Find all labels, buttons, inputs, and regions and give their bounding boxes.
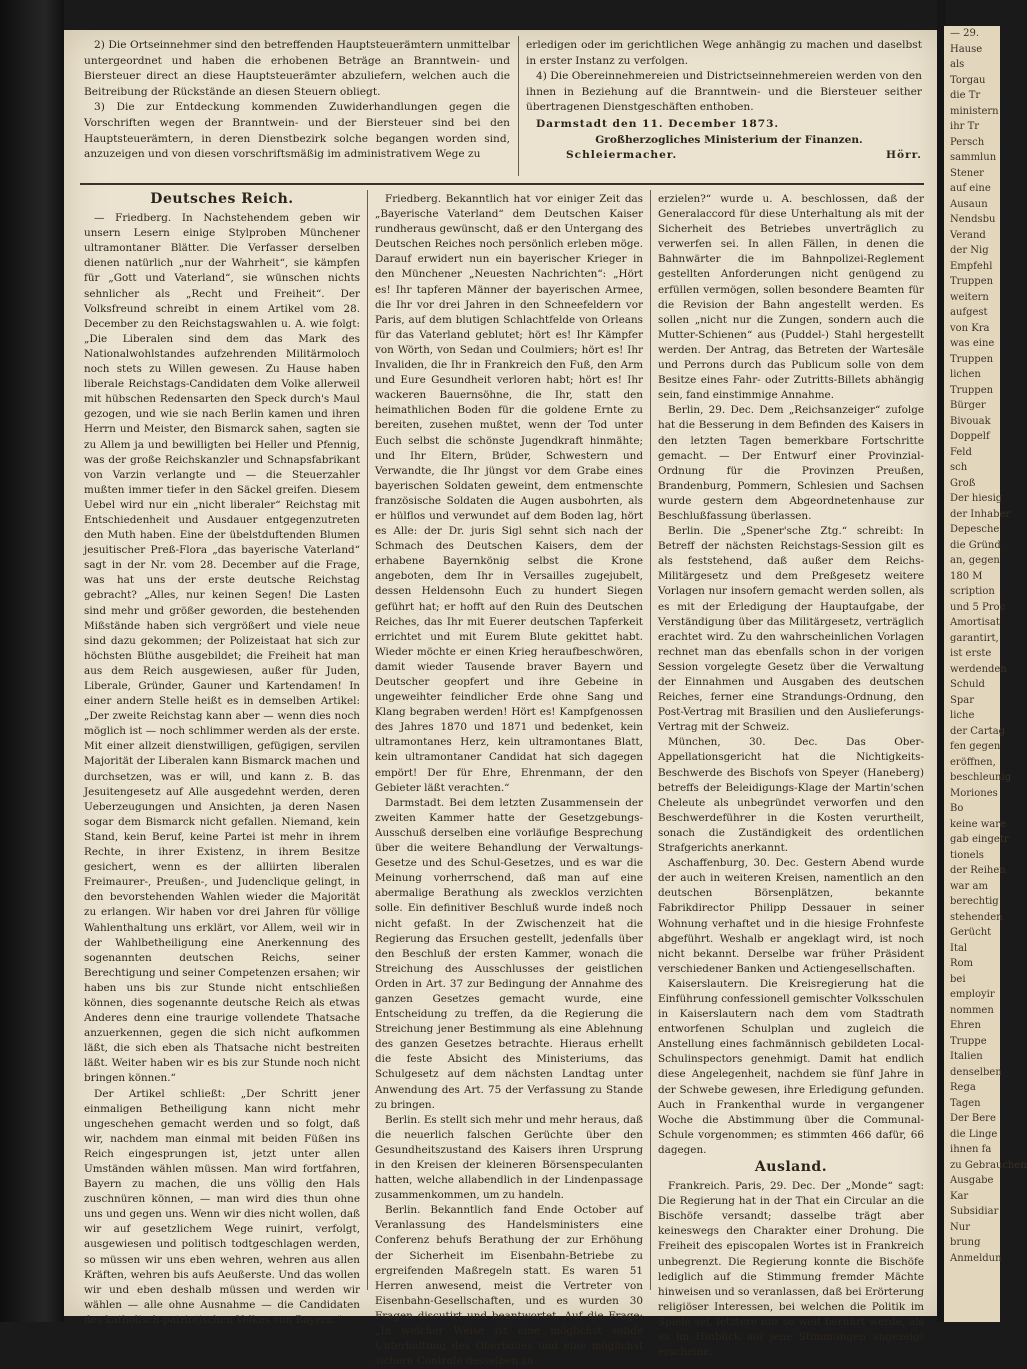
- ministry-name: Großherzogliches Ministerium der Finanzen.: [595, 133, 863, 146]
- adjacent-page-fragment: eröffnen,: [950, 756, 996, 768]
- adjacent-page-fragment: Anmeldun: [950, 1252, 1002, 1264]
- adjacent-page-fragment: Rom: [950, 958, 974, 969]
- adjacent-page-fragment: Bo: [950, 803, 964, 814]
- adjacent-page-fragment: Subsidiar: [950, 1206, 999, 1217]
- adjacent-page-fragment: Tagen: [950, 1097, 981, 1109]
- adjacent-page-fragment: stehenden: [950, 911, 1003, 923]
- adjacent-page-fragment: an, gegen: [950, 555, 1000, 566]
- adjacent-page-fragment: 180 M: [950, 570, 983, 582]
- adjacent-page-fragment: Truppen: [950, 384, 994, 396]
- adjacent-page-fragment: keine ware: [950, 818, 1006, 830]
- top-right-column: [526, 38, 922, 178]
- article: erzielen?“ wurde u. A. beschlossen, daß der Generalaccord für diese Unterhaltung als mit der Sicherheit des Betriebes unverträglich zu verwerfen sei. In allen Fällen, in denen die Bahnwärter die im Bahnpolizei-Reglement gestellten Anforderungen nicht genügend zu erfüllen vermögen, sollen besondere Beamten für die Revision der Bahn angestellt werden. Es sollen „nicht nur die Zungen, sondern auch die Mutter-Schienen“ aus (Puddel-) Stahl hergestellt werden. Der Antrag, das Betreten der Wartesäle und Perrons durch das Publicum solle von dem Besitze eines Fahr- oder Zutritts-Billets abhängig sein, fand einstimmige Annahme.: [658, 193, 924, 402]
- adjacent-page-fragment: Gerücht: [950, 927, 992, 938]
- adjacent-page-fragment: Ital: [950, 942, 968, 954]
- decree-paragraph: 3) Die zur Entdeckung kommenden Zuwiderhandlungen gegen die Vorschriften wegen der Branntwein- und der Biersteuer sind bei den Hauptsteuerämtern, in deren Dienstbezirk solche begangen worden sind, anzuzeigen und von diesen vorschriftsmäßig im administrativem Wege zu: [84, 101, 510, 161]
- adjacent-page-fragment: tionels: [950, 849, 984, 861]
- adjacent-page-fragment: Ehren: [950, 1020, 981, 1031]
- top-column-divider: [518, 36, 519, 176]
- adjacent-page-fragment: Schuld: [950, 679, 985, 690]
- adjacent-page-fragment: werdenden: [950, 663, 1007, 675]
- adjacent-page-fragment: lichen: [950, 369, 981, 380]
- adjacent-page-fragment: die Gründ: [950, 539, 1001, 551]
- column-divider: [650, 190, 651, 1290]
- section-heading-deutsches-reich: Deutsches Reich.: [150, 191, 294, 207]
- decree-paragraph: 4) Die Obereinnehmereien und Districtseinnehmereien werden von den ihnen in Beziehung auf die Branntwein- und die Biersteuer seither übertragenen Dienstgeschäften enthoben.: [526, 70, 922, 114]
- article: Berlin, 29. Dec. Dem „Reichsanzeiger“ zufolge hat die Besserung in dem Befinden des Kaisers in den letzten Tagen bemerkbare Fortschritte gemacht. — Der Entwurf einer Provinzial-Ordnung für die Provinzen Preußen, Brandenburg, Pommern, Schlesien und Sachsen wurde gestern dem Abgeordnetenhause zur Beschlußfassung überlassen.: [658, 404, 924, 522]
- article: Berlin. Die „Spener'sche Ztg.“ schreibt: In Betreff der nächsten Reichstags-Session gilt es als feststehend, daß außer dem Reichs-Militärgesetz und dem Preßgesetz weitere Vorlagen nur insofern gemacht werden sollen, als es mit der Erledigung der Hauptaufgabe, der Verständigung über das Militärgesetz, verträglich erachtet wird. Zu den wahrscheinlichen Vorlagen rechnet man das ebenfalls schon in der vorigen Session vorgelegte Gesetz über die Verwaltung der Einnahmen und Ausgaben des deutschen Reiches, ferner eine Strandungs-Ordnung, den Post-Vertrag mit Brasilien und den Auslieferungs-Vertrag mit der Schweiz.: [658, 525, 924, 734]
- adjacent-page-fragment: Der hiesig: [950, 493, 1003, 504]
- adjacent-page-fragment: Hause: [950, 43, 983, 55]
- adjacent-page-fragments: [944, 26, 1027, 1266]
- adjacent-page-fragment: liche: [950, 710, 975, 721]
- signature-right: Hörr.: [886, 149, 922, 162]
- adjacent-page-fragment: Verand: [950, 229, 986, 241]
- article: Der Artikel schließt: „Der Schritt jener einmaligen Betheiligung kann nicht mehr ungeschehen gemacht werden und so folgt, daß wir, nachdem man einmal mit beiden Füßen ins Reich eingesprungen ist, jetzt unter allen Umständen wählen müssen. Man wird fortfahren, Bayern zu machen, die uns völlig den Hals zuschnüren können, — man wird dies thun ohne uns und gegen uns. Wenn wir dies nicht wollen, daß wir auf gesetzlichem Wege ruinirt, verfolgt, ausgewiesen und politisch todtgeschlagen werden, so müssen wir uns eben wehren, wehren aus allen Kräften, wehren bis aufs Aeußerste. Und das wollen wir und eben deshalb müssen und werden wir wählen — alle ohne Ausnahme — die Candidaten des katholisch-patriotischen Volkes von Bayern.“: [84, 1087, 360, 1326]
- adjacent-page-fragment: ministern: [950, 105, 999, 117]
- adjacent-page-fragment: garantirt,: [950, 632, 999, 644]
- decree-paragraph: 2) Die Ortseinnehmer sind den betreffenden Hauptsteuerämtern unmittelbar untergeordnet und haben die erhobenen Beträge an Branntwein- und Biersteuer direct an diese Hauptsteuerämter abzuliefern, welchen auch die Beitreibung der Rückstände an diesen Steuern obliegt.: [84, 39, 510, 98]
- adjacent-page-fragment: — 29.: [950, 28, 980, 39]
- adjacent-page-fragment: ist erste: [950, 648, 992, 659]
- adjacent-page-fragment: von Kra: [950, 322, 990, 334]
- column-3: [658, 192, 924, 1359]
- adjacent-page-fragment: Depesche: [950, 524, 1000, 535]
- adjacent-page-fragment: Groß: [950, 477, 976, 489]
- signature-left: Schleiermacher.: [566, 149, 678, 162]
- adjacent-page-fragment: ihnen fa: [950, 1144, 992, 1155]
- newspaper-page: [64, 30, 940, 1368]
- adjacent-page-fragment: Spar: [950, 694, 974, 706]
- adjacent-page-fragment: Stener: [950, 167, 984, 179]
- adjacent-page-fragment: Rega: [950, 1082, 976, 1093]
- article: München, 30. Dec. Das Ober-Appellationsgericht hat die Nichtigkeits-Beschwerde des Bischofs von Speyer (Haneberg) betreffs der Beleidigungs-Klage der Martin'schen Cheleute als unbegründet verworfen und den Beschwerdeführer in die Kosten verurtheilt, sonach die Zuständigkeit des ordentlichen Strafgerichts anerkannt.: [658, 736, 924, 855]
- column-2: [375, 192, 643, 1368]
- adjacent-page-fragment: Empfehl: [950, 260, 993, 272]
- adjacent-page-fragment: war am: [950, 880, 988, 892]
- article: Berlin. Es stellt sich mehr und mehr heraus, daß die neuerlich falschen Gerüchte über den Gesundheitszustand des Kaisers ihren Ursprung in den Kreisen der kleineren Börsenspeculanten hatten, welche allabendlich in der Lindenpassage zusammenkommen, um zu handeln.: [375, 1113, 643, 1202]
- adjacent-page-fragment: was eine: [950, 338, 995, 349]
- adjacent-page-fragment: beschleunig: [950, 772, 1012, 783]
- adjacent-page-fragment: gab eingetr: [950, 834, 1009, 845]
- article: Darmstadt. Bei dem letzten Zusammensein der zweiten Kammer hatte der Gesetzgebungs-Ausschuß derselben eine vorläufige Besprechung über die weitere Behandlung der Verwaltungs-Gesetze und des Schul-Gesetzes, und es war die Meinung vorherrschend, daß man auf eine abermalige Berathung als zwecklos verzichten solle. Ein definitiver Beschluß wurde indeß noch nicht gefaßt. In der Zwischenzeit hat die Regierung das Ersuchen gestellt, jedenfalls über den Beschluß der ersten Kammer, wonach die Streichung des Ausschlusses der geistlichen Orden in Art. 37 zur Bedingung der Annahme des ganzen Gesetzes gemacht wurde, eine Entscheidung zu treffen, da die Regierung die Streichung jener Bestimmung als eine Ablehnung des ganzen Gesetzes betrachte. Hieraus erhellt die feste Absicht des Ministeriums, das Schulgesetz auf dem nächsten Landtag unter Anwendung des Art. 75 der Verfassung zu Stande zu bringen.: [375, 796, 643, 1111]
- adjacent-page-fragment: scription: [950, 586, 995, 597]
- adjacent-page-fragment: Truppen: [950, 276, 994, 287]
- adjacent-page-fragment: zu Gebrauchen: [950, 1159, 1027, 1171]
- adjacent-page-fragment: brung: [950, 1237, 981, 1248]
- section-divider: [80, 183, 924, 185]
- adjacent-page-fragment: Torgau: [950, 74, 986, 86]
- column-divider: [367, 190, 368, 1290]
- adjacent-page-fragment: Doppelf: [950, 431, 990, 442]
- adjacent-page-fragment: Bürger: [950, 400, 986, 411]
- adjacent-page-fragment: Feld: [950, 446, 972, 458]
- article: — Friedberg. In Nachstehendem geben wir unsern Lesern einige Stylproben Münchener ultramontaner Blätter. Die Verfasser derselben dienen natürlich „nur der Wahrheit“, sie kämpfen für „Gott und Vaterland“, sie wünschen nichts sehnlicher als „Recht und Freiheit“. Der Volksfreund schreibt in einem Artikel vom 28. December zu den Reichstagswahlen u. A. wie folgt: „Die Liberalen sind dem das Mark des Nationalwohlstandes aufzehrenden Militärmoloch noch stets zu Willen gewesen. Zu Hause haben liberale Reichstags-Candidaten dem Volke allerweil mit hübschen Redensarten den Speck durch's Maul gezogen, und wie sie nach Berlin kamen und ihren Herrn und Meister, den Bismarck sahen, sagten sie zu Allem ja und bewilligten bei Heller und Pfennig, was der große Reichskanzler und Schnapsfabrikant von Varzin verlangte und — die Steuerzahler mußten immer tiefer in den Säckel greifen. Diesem Uebel wird nur ein „nicht liberaler“ Reichstag mit Entschiedenheit und Ausdauer entgegenzutreten den Muth haben. Eine der übelstduftenden Blumen jesuitischer Preß-Flora „das bayerische Vaterland“ sagt in der Nr. vom 28. December auf die Frage, was hat uns der erste deutsche Reichstag gebracht? „Alles, nur keinen Segen! Die Lasten sind mehr und größer geworden, die bestehenden Mißstände haben sich vergrößert und viele neue sind dazu gekommen; der Polizeistaat hat sich zur höchsten Blüthe ausgebildet; die Freiheit hat man aus dem Reich ausgewiesen, außer für Juden, Liberale, Gründer, Gauner und Kartendamen! In einer andern Stelle heißt es in demselben Artikel: „Der zweite Reichstag kann aber — wenn dies noch möglich ist — noch schlimmer werden als der erste. Mit einer allzeit dienstwilligen, gefügigen, servilen Majorität der Liberalen kann Bismarck machen und durchsetzen, was er will, und kann z. B. das Jesuitengesetz auf Alle ausgedehnt werden, deren Ueberzeugungen und Ansichten, ja deren Nasen sogar dem Bismarck nicht gefallen. Niemand, kein Stand, kein Beruf, keine Partei ist mehr in ihrem Rechte, in ihrer Existenz, in ihrem Besitze gesichert, wenn es der alliirten liberalen Freimaurer-, Preußen-, und Judenclique gelingt, in den bevorstehenden Wahlen wieder die Majorität zu erlangen. Wir haben vor drei Jahren für völlige Wahlenthaltung uns erklärt, vor Allem, weil wir in der Wahlbetheiligung eine Anerkennung des sogenannten deutschen Reichs, seiner Berechtigung und seiner Competenzen ersahen; wir haben uns bis zur Stunde nicht entschließen können, dies sogenannte deutsche Reich als etwas Anderes denn eine traurige vollendete Thatsache anzuerkennen, gegen die sich nicht aufkommen läßt, die sich eben als Thatsache nicht bestreiten läßt. Weiter haben wir es bis zur Stunde noch nicht bringen können.“: [84, 212, 360, 1085]
- column-1: [84, 190, 360, 1326]
- adjacent-page-fragment: die Linge: [950, 1128, 998, 1140]
- adjacent-page-fragment: Truppen: [950, 353, 994, 365]
- adjacent-page-fragment: Ausgabe: [950, 1175, 994, 1186]
- book-binding: [0, 0, 64, 1322]
- adjacent-page-fragment: fen gegen: [950, 741, 1001, 752]
- article: Kaiserslautern. Die Kreisregierung hat die Einführung confessionell gemischter Volksschulen in Kaiserslautern nach dem vom Stadtrath entworfenen Schulplan und zugleich die Anstellung eines fachmännisch gebildeten Local-Schulinspectors genehmigt. Damit hat endlich diese Angelegenheit, nachdem sie fünf Jahre in der Schwebe gewesen, ihre Erledigung gefunden. Auch in Frankenthal wurde in vergangener Woche die Abstimmung über die Communal-Schule vorgenommen; es stimmten 466 dafür, 66 dagegen.: [658, 977, 924, 1156]
- adjacent-page-fragment: ihr Tr: [950, 121, 980, 132]
- adjacent-page-fragment: Nendsbu: [950, 214, 996, 225]
- adjacent-page-fragment: Italien: [950, 1051, 983, 1062]
- section-heading-ausland: Ausland.: [754, 1159, 828, 1175]
- adjacent-page-fragment: auf eine: [950, 183, 991, 194]
- signature-line: [526, 148, 922, 164]
- top-left-column: [84, 38, 510, 178]
- adjacent-page-fragment: nommen: [950, 1004, 994, 1016]
- adjacent-page-fragment: Kar: [950, 1190, 969, 1202]
- adjacent-page-fragment: employir: [950, 989, 995, 1000]
- adjacent-page-fragment: aufgest: [950, 307, 988, 318]
- adjacent-page-fragment: Truppe: [950, 1035, 987, 1047]
- article: Berlin. Bekanntlich fand Ende October auf Veranlassung des Handelsministers eine Conferenz behufs Berathung der zur Erhöhung der Sicherheit im Eisenbahn-Betriebe zu ergreifenden Maßregeln statt. Es waren 51 Herren anwesend, meist die Vertreter von Eisenbahn-Gesellschaften, und es wurden 30 Fragen discutirt und beantwortet. Auf die Frage: „In welcher Weise ist eine möglichst solide Unterhaltung des Oberbaues und eine möglichst sichere Controle desselben zu: [375, 1204, 643, 1368]
- adjacent-page-fragment: der Inhaber: [950, 508, 1011, 520]
- adjacent-page-fragment: die Tr: [950, 90, 981, 101]
- adjacent-page-fragment: weitern: [950, 291, 989, 303]
- adjacent-page-fragment: Persch: [950, 136, 985, 148]
- adjacent-page-fragment: sammlun: [950, 152, 997, 163]
- adjacent-page-fragment: der Nig: [950, 245, 989, 256]
- article: Friedberg. Bekanntlich hat vor einiger Zeit das „Bayerische Vaterland“ dem Deutschen Kaiser rundheraus gewünscht, daß er den Untergang des Deutschen Reiches noch persönlich erleben möge. Darauf erwidert nun ein bayerischer Krieger in den Münchener „Neuesten Nachrichten“: „Hört es! Ihr tapferen Männer der bayerischen Armee, die Ihr vor drei Jahren in den Schneefeldern vor Paris, auf dem blutigen Schlachtfelde von Orleans für das Vaterland geblutet; hört es! Ihr Kämpfer von Wörth, von Sedan und Coulmiers; hört es! Ihr Invaliden, die Ihr in Frankreich den Fuß, den Arm und Eure Gesundheit verloren habt; hört es! Ihr wackeren Bauernsöhne, die Ihr, statt den heimathlichen Boden für die goldene Ernte zu bereiten, zusehen mußtet, wenn der Tod unter Euch selbst die schönste Jugendkraft hinmähte; und Ihr Eltern, Brüder, Schwestern und Verwandte, die Ihr jüngst vor dem Grabe eines bayerischen Soldaten geweint, dem entmenschte französische Soldaten die Augen ausbohrten, als er hülflos und verwundet auf dem Boden lag, hört es Alle: der Dr. juris Sigl sehnt sich nach der Schmach des Deutschen Kaisers, dem der erhabene Bayernkönig selbst die Krone angeboten, dem Ihr in Versailles zugejubelt, dessen Heldensohn Euch zu hundert Siegen geführt hat; er hofft auf den Ruin des Deutschen Reiches, das Ihr mit Euerer deutschen Tapferkeit errichtet und mit Eurem Blute gekittet habt. Wieder möchte er einen Krieg heraufbeschwören, damit wieder Tausende braver Bayern und Deutscher geopfert und ihre Gebeine in ungeweihter feindlicher Erde ohne Sang und Klang begraben werden! Hört es! Kampfgenossen des Jahres 1870 und 1871 und bedenket, kein ultramontanes Herz, kein ultramontanes Blatt, kein ultramontaner Candidat hat sich dagegen empört! Der für Ehre, Ehrenmann, der den Gebieter läßt verachten.“: [375, 193, 643, 794]
- adjacent-page-fragment: der Cartag: [950, 725, 1006, 737]
- adjacent-page-fragment: Ausaun: [950, 198, 988, 210]
- adjacent-page-fragment: Nur: [950, 1221, 970, 1233]
- adjacent-page-fragment: sch: [950, 462, 968, 473]
- decree-paragraph: erledigen oder im gerichtlichen Wege anhängig zu machen und daselbst in erster Instanz zu verfolgen.: [526, 39, 922, 67]
- adjacent-page-fragment: denselben: [950, 1066, 1002, 1078]
- adjacent-page-fragment: und 5 Proc: [950, 601, 1006, 613]
- article: Aschaffenburg, 30. Dec. Gestern Abend wurde der auch in weiteren Kreisen, namentlich an den deutschen Börsenplätzen, bekannte Fabrikdirector Philipp Dessauer in seiner Wohnung verhaftet und in die hiesige Frohnfeste abgeführt. Weshalb er angeklagt wird, ist noch nicht bekannt. Derselbe war früher Präsident verschiedener Banken und Actiengesellschaften.: [658, 857, 924, 975]
- adjacent-page-fragment: berechtig: [950, 896, 999, 907]
- adjacent-page-fragment: bei: [950, 973, 966, 985]
- adjacent-page-fragment: als: [950, 59, 965, 70]
- adjacent-page-edge: [944, 26, 1027, 1322]
- adjacent-page-fragment: Amortisat: [950, 617, 1000, 628]
- adjacent-page-fragment: Der Bere: [950, 1113, 996, 1124]
- adjacent-page-fragment: Moriones: [950, 787, 998, 799]
- dateline: Darmstadt den 11. December 1873.: [536, 117, 780, 130]
- adjacent-page-fragment: der Reihen: [950, 865, 1006, 876]
- adjacent-page-fragment: Bivouak: [950, 415, 991, 427]
- article: Frankreich. Paris, 29. Dec. Der „Monde“ sagt: Die Regierung hat in der That ein Circular an die Bischöfe versandt; dasselbe trägt aber keineswegs den Charakter einer Drohung. Die Freiheit des episcopalen Wortes ist in Frankreich unbegrenzt. Die Regierung konnte die Bischöfe lediglich auf die Stimmung fremder Mächte hinweisen und so veranlassen, daß bei Erörterung religiöser Interessen, bei welchen die Politik im Spiele sei, letztere nur so weit berührt werde, als es im Hinblick auf jene Stimmungen angezeigt erscheine.: [658, 1180, 924, 1359]
